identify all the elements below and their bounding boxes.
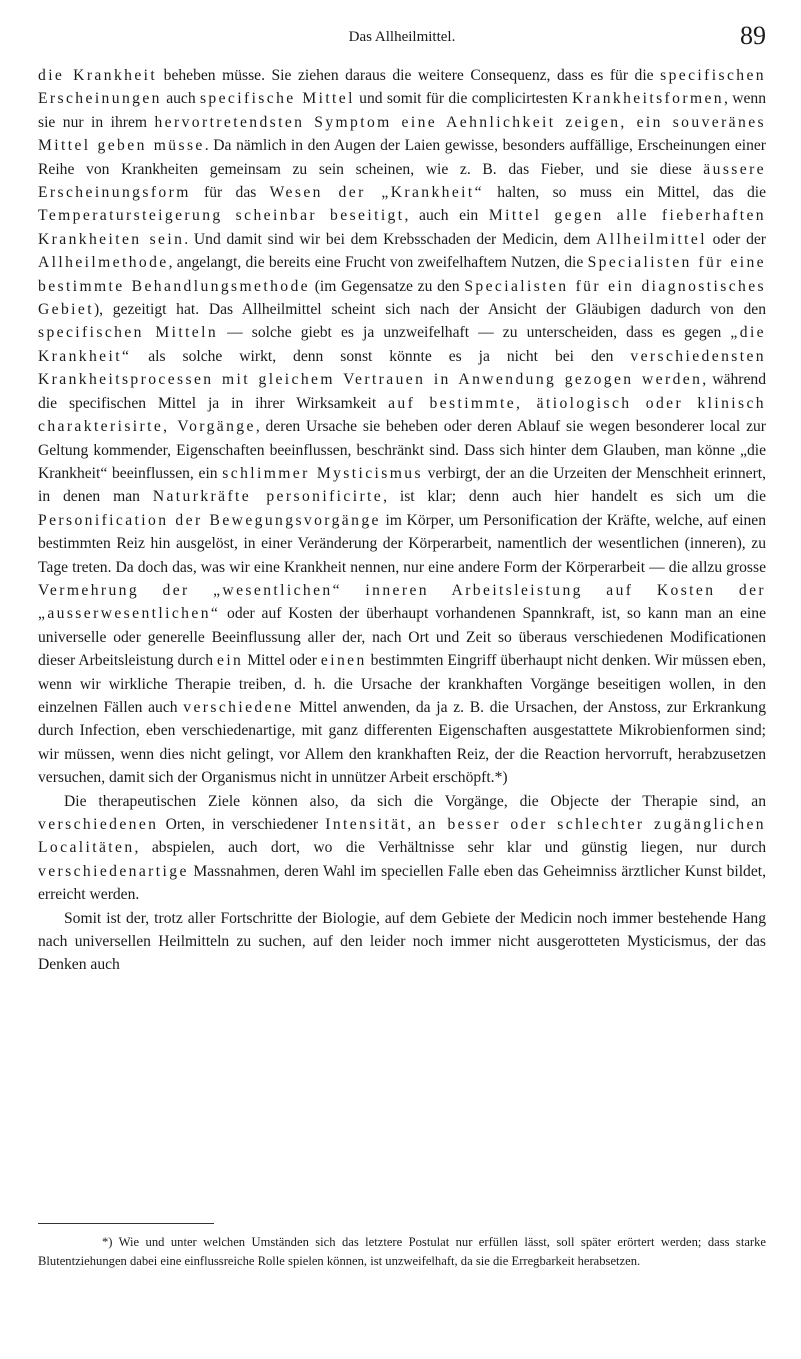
- spaced-emphasis: „die Krankheit“: [38, 324, 766, 365]
- spaced-emphasis: schlimmer Mysticismus: [222, 464, 423, 482]
- text-run: bestimmten Eingriff überhaupt nicht denken. Wir müssen eben, wenn wir wirkliche Therapie treiben, d. h. die Ursache der krankhaften Vorgänge beseitigen wollen, in den einzelnen Fällen auch: [38, 652, 766, 716]
- spaced-emphasis: äussere Erscheinungsform: [38, 160, 766, 202]
- text-run: , abspielen, auch dort, wo die Verhältnisse sehr klar und günstig liegen, nur durch: [134, 839, 766, 857]
- spaced-emphasis: Vermehrung der „wesentlichen“ inneren Arbeitsleistung auf Kosten der „ausserwesentlichen“: [38, 581, 766, 623]
- spaced-emphasis: ein: [217, 652, 244, 670]
- spaced-emphasis: Allheilmittel: [596, 230, 707, 248]
- text-run: , während die specifischen Mittel ja in ihrer Wirksamkeit: [38, 371, 766, 412]
- paragraph: [38, 790, 766, 907]
- spaced-emphasis: an besser oder schlechter zugänglichen Localitäten: [38, 816, 766, 857]
- text-run: als solche wirkt, denn sonst könnte es ja nicht bei den: [131, 347, 631, 365]
- text-run: oder auf Kosten der überhaupt vorhandenen Spannkraft, ist, so kann man an eine universelle oder generelle Beeinflussung aller der, nach Ort und Zeit so überaus verschiedenen Modificationen dieser Arbeitsleistung durch: [38, 605, 766, 670]
- text-run: , deren Ursache sie beheben oder deren Ablauf sie wegen besonderer local zur Geltung kommender, Eigenschaften beeinflussen, beschränkt sind. Dass sich hinter dem Glauben, man könne „die Krankheit“ beeinflussen, ein: [38, 418, 766, 482]
- text-run: beheben müsse. Sie ziehen daraus die weitere Consequenz, dass es für die: [157, 67, 661, 84]
- text-run: . Und damit sind wir bei dem Krebsschaden der Medicin, dem: [184, 230, 597, 248]
- spaced-emphasis: die Krankheit: [38, 67, 158, 84]
- text-run: , wenn sie nur in ihrem: [38, 90, 766, 131]
- spaced-emphasis: auf bestimmte, ätiologisch oder klinisch charakterisirte, Vorgänge: [38, 394, 766, 436]
- text-run: Die therapeutischen Ziele können also, da sich die Vorgänge, die Objecte der Therapie sind, an: [64, 792, 766, 810]
- spaced-emphasis: Wesen der „Krankheit“: [269, 184, 484, 202]
- text-run: ), gezeitigt hat. Das Allheilmittel scheint sich nach der Ansicht der Gläubigen dadurch von den: [93, 301, 766, 319]
- spaced-emphasis: einen: [320, 652, 367, 670]
- spaced-emphasis: verschiedenartige: [38, 862, 189, 880]
- spaced-emphasis: hervortretendsten Symptom eine Aehnlichkeit zeigen, ein souveränes Mittel geben müsse: [38, 113, 766, 155]
- text-run: Mittel anwenden, da ja z. B. die Ursachen, der Anstoss, zur Erkrankung durch Infection, eben verschiedenartige, mit ganz differenten Eigenschaften ausgestattete Mikrobienformen sind; wir müssen, wenn dies nicht gelingt, vor Allem den krankhaften Reiz, der die Reaction hervorruft, herabzusetzen versuchen, damit sich der Organismus nicht in unnützer Arbeit erschöpft.*): [38, 698, 766, 787]
- body-text: [38, 64, 766, 977]
- spaced-emphasis: Specialisten für ein diagnostisches Gebiet: [38, 277, 766, 319]
- paragraph: [38, 64, 766, 790]
- spaced-emphasis: verschiedene: [183, 698, 294, 716]
- text-run: ,: [407, 816, 419, 833]
- text-run: verbirgt, der an die Urzeiten der Menschheit erinnert, in denen man: [38, 464, 766, 506]
- footnote: [38, 1233, 766, 1270]
- text-run: Mittel oder: [243, 652, 321, 670]
- spaced-emphasis: Specialisten für eine bestimmte Behandlungsmethode: [38, 254, 767, 295]
- text-run: — solche giebt es ja unzweifelhaft — zu unterscheiden, dass es gegen: [218, 324, 731, 342]
- text-run: für das: [190, 184, 270, 202]
- footnote-marker: *): [102, 1235, 113, 1249]
- spaced-emphasis: Naturkräfte personificirte: [152, 488, 384, 506]
- text-run: , ist klar; denn auch hier handelt es sich um die: [383, 488, 766, 506]
- text-run: (im Gegensatze zu den: [310, 277, 465, 295]
- spaced-emphasis: verschiedensten Krankheitsprocessen mit gleichem Vertrauen in Anwendung gezogen werden: [38, 347, 766, 389]
- footnote-divider: [38, 1223, 214, 1224]
- spaced-emphasis: Personification der Bewegungsvorgänge: [38, 511, 381, 529]
- text-run: oder der: [706, 230, 766, 248]
- spaced-emphasis: Intensität: [325, 816, 408, 833]
- text-run: auch: [161, 90, 200, 108]
- spaced-emphasis: specifischen Erscheinungen: [38, 67, 766, 108]
- text-run: . Da nämlich in den Augen der Laien gewisse, besonders auffällige, Erscheinungen einer Reihe von Krankheiten gemeinsam zu sein scheinen, wie z. B. das Fieber, und sie diese: [38, 137, 766, 178]
- spaced-emphasis: verschiedenen: [38, 816, 159, 833]
- text-run: , auch ein: [404, 207, 489, 225]
- spaced-emphasis: Krankheitsformen: [572, 90, 724, 108]
- running-header: [38, 22, 766, 56]
- text-run: im Körper, um Personification der Kräfte, welche, auf einen bestimmten Reiz hin ausgelöst, in einer Veränderung der Körperarbeit, namentlich der wesentlichen (inneren), zu Tage treten. Da doch das, was wir eine Krankheit nennen, nur eine andere Form der Körperarbeit — die allzu grosse: [38, 511, 766, 576]
- footnote-text: Wie und unter welchen Umständen sich das letztere Postulat nur erfüllen lässt, soll später erörtert werden; dass starke Blutentziehungen dabei eine einflussreiche Rolle spielen können, ist unzweifelhaft, da sie die Erregbarkeit herabsetzen.: [38, 1235, 766, 1268]
- text-run: Massnahmen, deren Wahl im speciellen Falle eben das Geheimniss ärztlicher Kunst bildet, erreicht werden.: [38, 862, 766, 904]
- paragraph: [38, 907, 766, 977]
- text-run: halten, so muss ein Mittel, das die: [483, 184, 766, 202]
- book-page: [38, 22, 766, 977]
- text-run: und somit für die complicirtesten: [354, 90, 573, 108]
- text-run: Orten, in verschiedener: [158, 816, 326, 833]
- spaced-emphasis: Temperatursteigerung scheinbar beseitigt: [38, 207, 405, 225]
- spaced-emphasis: Mittel gegen alle fieberhaften Krankheiten sein: [38, 207, 766, 248]
- text-run: , angelangt, die bereits eine Frucht von zweifelhaftem Nutzen, die: [168, 254, 588, 272]
- spaced-emphasis: specifische Mittel: [199, 90, 355, 108]
- spaced-emphasis: specifischen Mitteln: [38, 324, 219, 342]
- running-title: Das Allheilmittel.: [348, 29, 456, 45]
- page-number: 89: [740, 21, 766, 50]
- text-run: Somit ist der, trotz aller Fortschritte der Biologie, auf dem Gebiete der Medicin noch immer bestehende Hang nach universellen Heilmitteln zu suchen, auf den leider noch immer nicht ausgerotteten Mysticismus, der das Denken auch: [38, 909, 766, 974]
- spaced-emphasis: Allheilmethode: [38, 254, 169, 272]
